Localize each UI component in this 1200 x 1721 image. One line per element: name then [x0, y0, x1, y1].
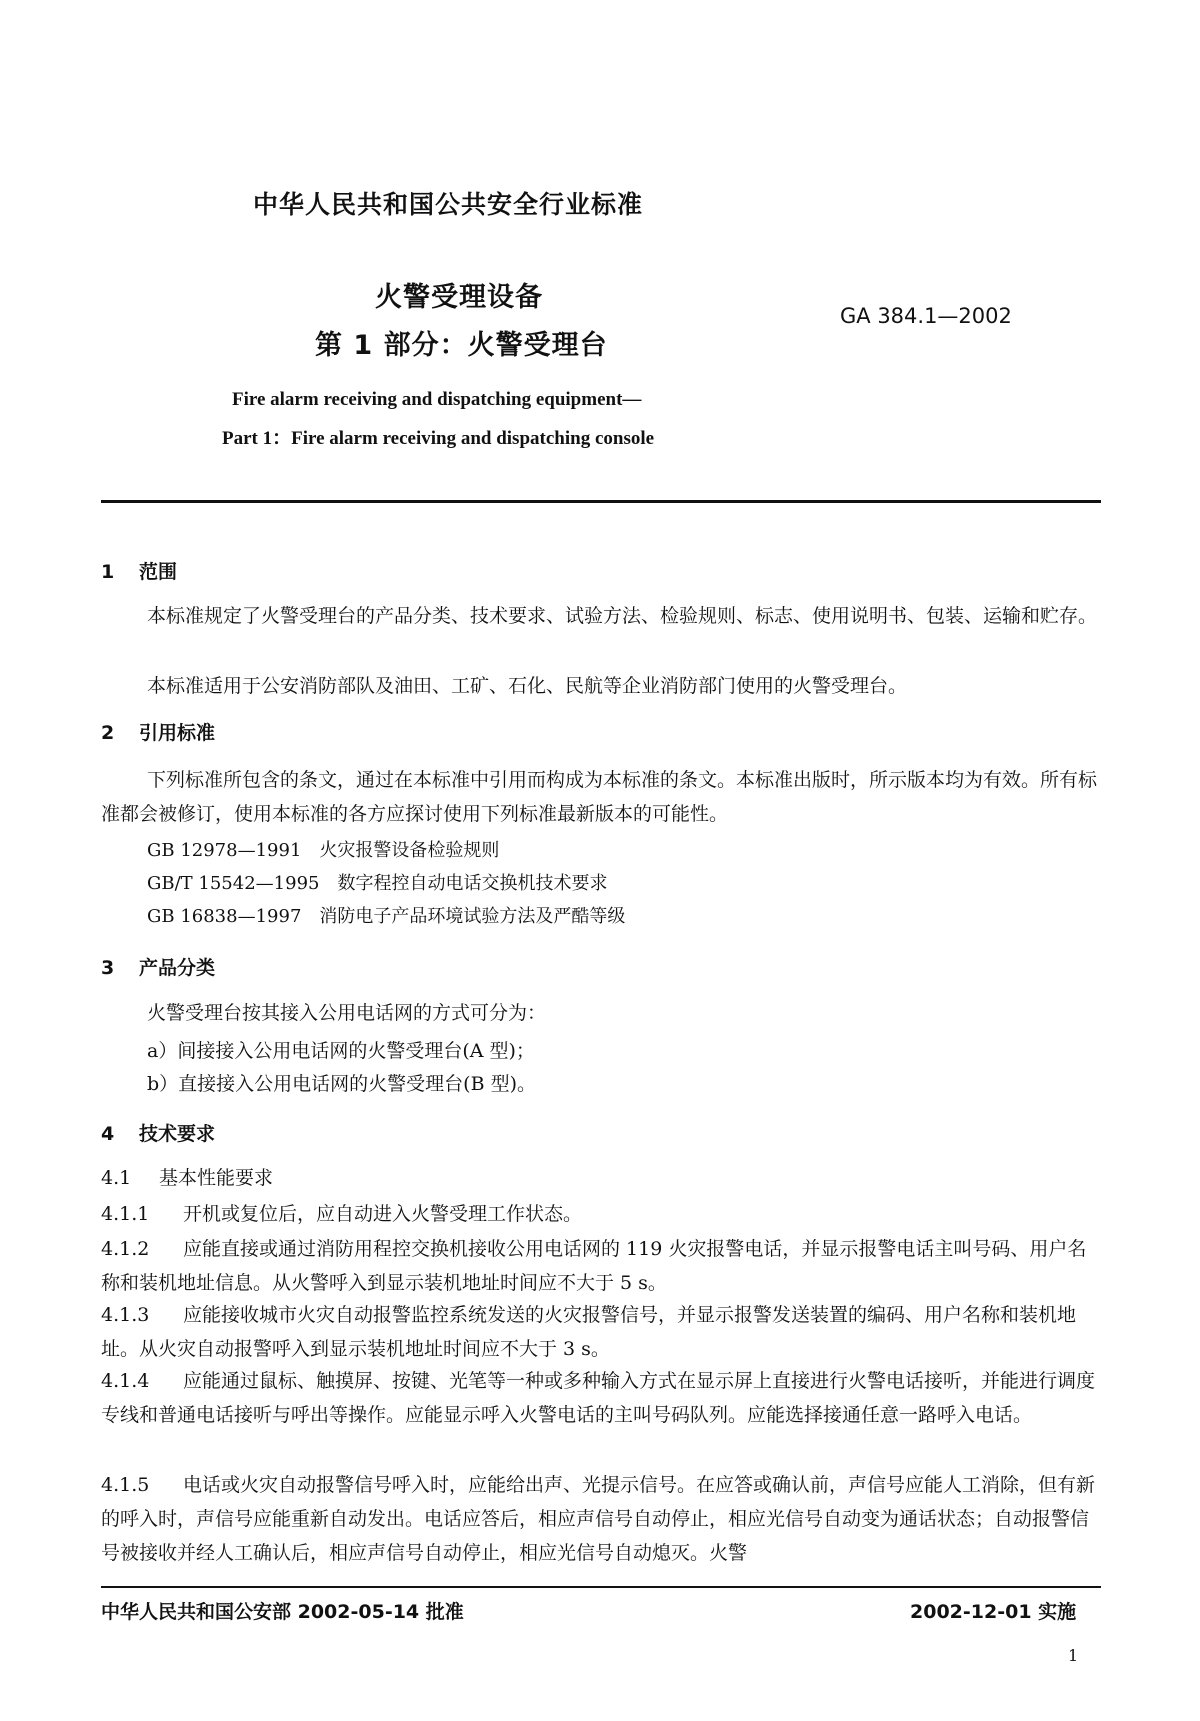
reference-item: GB 16838—1997 消防电子产品环境试验方法及严酷等级	[147, 906, 626, 927]
english-title-line-2: Part 1：Fire alarm receiving and dispatching console	[222, 428, 655, 449]
clause-text: 应能直接或通过消防用程控交换机接收公用电话网的 119 火灾报警电话，并显示报警电话主叫号码、用户名称和装机地址信息。从火警呼入到显示装机地址时间应不大于 5 s。	[101, 1238, 1087, 1294]
approval-date: 中华人民共和国公安部 2002-05-14 批准	[101, 1601, 464, 1623]
section-3-paragraph-1: 火警受理台按其接入公用电话网的方式可分为：	[147, 1002, 547, 1024]
clause-text: 开机或复位后，应自动进入火警受理工作状态。	[183, 1203, 583, 1225]
section-number: 4	[101, 1123, 115, 1145]
title-line-2: 第 1 部分：火警受理台	[315, 330, 608, 361]
clause-text: 电话或火灾自动报警信号呼入时，应能给出声、光提示信号。在应答或确认前，声信号应能人工消除，但有新的呼入时，声信号应能重新自动发出。电话应答后，相应声信号自动停止，相应光信号自动变为通话状态；自动报警信号被接收并经人工确认后，相应声信号自动停止，相应光信号自动熄灭。火警	[101, 1474, 1096, 1564]
clause-text: 应能接收城市火灾自动报警监控系统发送的火灾报警信号，并显示报警发送装置的编码、用户名称和装机地址。从火灾自动报警呼入到显示装机地址时间应不大于 3 s。	[101, 1304, 1077, 1360]
section-1-paragraph-2: 本标准适用于公安消防部队及油田、工矿、石化、民航等企业消防部门使用的火警受理台。	[147, 675, 908, 697]
footer-rule	[101, 1586, 1101, 1588]
english-title-line-1: Fire alarm receiving and dispatching equipment—	[232, 389, 642, 410]
clause-4-1-4	[101, 1364, 1101, 1432]
clause-text: 应能通过鼠标、触摸屏、按键、光笔等一种或多种输入方式在显示屏上直接进行火警电话接听，并能进行调度专线和普通电话接听与呼出等操作。应能显示呼入火警电话的主叫号码队列。应能选择接通任意一路呼入电话。	[101, 1370, 1096, 1426]
classification-item: a）间接接入公用电话网的火警受理台(A 型)；	[147, 1040, 535, 1062]
clause-number: 4.1.2	[101, 1238, 150, 1260]
section-1-heading	[101, 557, 177, 584]
section-2-heading	[101, 718, 215, 745]
section-number: 2	[101, 722, 115, 744]
implementation-date: 2002-12-01 实施	[910, 1601, 1077, 1623]
section-3-heading	[101, 953, 215, 980]
reference-item: GB 12978—1991 火灾报警设备检验规则	[147, 840, 500, 861]
clause-number: 4.1.4	[101, 1370, 150, 1392]
section-title: 技术要求	[139, 1123, 216, 1145]
subsection-title: 基本性能要求	[159, 1167, 274, 1189]
section-title: 产品分类	[139, 957, 216, 979]
clause-number: 4.1.3	[101, 1304, 150, 1326]
subsection-number: 4.1	[101, 1167, 132, 1189]
header-rule	[101, 500, 1101, 503]
clause-4-1-3	[101, 1298, 1101, 1366]
reference-item: GB/T 15542—1995 数字程控自动电话交换机技术要求	[147, 873, 608, 894]
section-number: 1	[101, 561, 115, 583]
section-2-paragraph-1: 下列标准所包含的条文，通过在本标准中引用而构成为本标准的条文。本标准出版时，所示版本均为有效。所有标准都会被修订，使用本标准的各方应探讨使用下列标准最新版本的可能性。	[101, 769, 1098, 825]
clause-number: 4.1.1	[101, 1203, 150, 1225]
standard-number: GA 384.1—2002	[840, 304, 1012, 328]
section-4-heading	[101, 1119, 215, 1146]
subsection-4-1	[101, 1161, 1101, 1195]
section-number: 3	[101, 957, 115, 979]
publisher-heading: 中华人民共和国公共安全行业标准	[253, 190, 644, 219]
title-line-1: 火警受理设备	[375, 282, 543, 313]
section-title: 引用标准	[139, 722, 216, 744]
classification-item: b）直接接入公用电话网的火警受理台(B 型)。	[147, 1073, 536, 1095]
clause-4-1-1	[101, 1197, 1101, 1231]
page-number: 1	[1068, 1646, 1079, 1665]
section-title: 范围	[139, 561, 178, 583]
clause-4-1-2	[101, 1232, 1101, 1300]
clause-number: 4.1.5	[101, 1474, 150, 1496]
section-1-paragraph-1: 本标准规定了火警受理台的产品分类、技术要求、试验方法、检验规则、标志、使用说明书、包装、运输和贮存。	[147, 605, 1098, 627]
clause-4-1-5	[101, 1468, 1101, 1570]
